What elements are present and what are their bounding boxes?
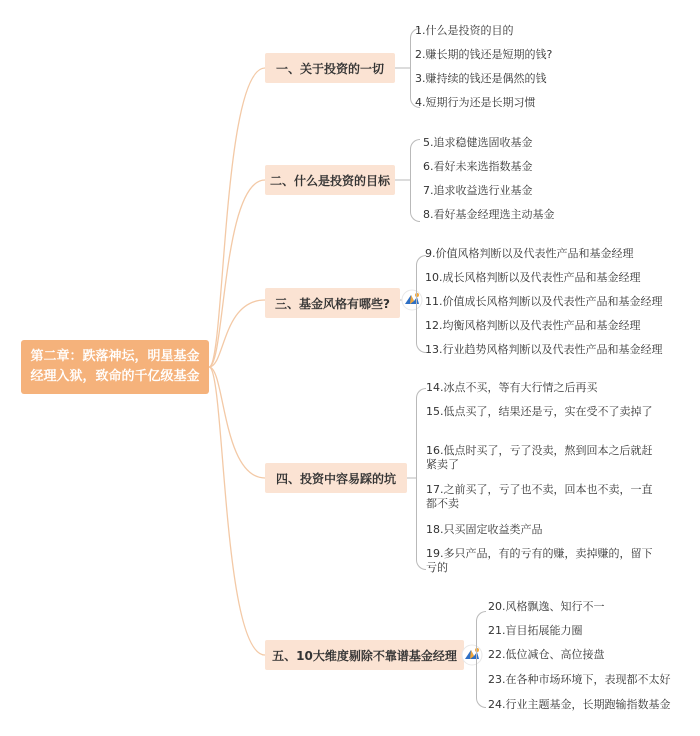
- bracket-2: [410, 139, 420, 222]
- leaf-item[interactable]: 4.短期行为还是长期习惯: [415, 96, 536, 109]
- leaf-item[interactable]: 24.行业主题基金，长期跑输指数基金: [488, 698, 671, 711]
- branch-node-4[interactable]: [265, 463, 407, 493]
- leaf-item[interactable]: 19.多只产品，有的亏有的赚，卖掉赚的，留下亏的: [426, 547, 653, 574]
- branch-label: 四、投资中容易踩的坑: [275, 471, 396, 486]
- leaf-item[interactable]: 3.赚持续的钱还是偶然的钱: [415, 72, 547, 85]
- leaf-item[interactable]: 20.风格飘逸、知行不一: [488, 600, 605, 613]
- leaf-item[interactable]: 21.盲目拓展能力圈: [488, 624, 583, 637]
- link-branch-4: [209, 367, 265, 478]
- branch-label: 二、什么是投资的目标: [269, 173, 390, 188]
- leaf-item[interactable]: 17.之前买了，亏了也不卖，回本也不卖，一直都不卖: [426, 483, 653, 510]
- link-branch-2: [209, 180, 265, 367]
- leaf-item[interactable]: 2.赚长期的钱还是短期的钱?: [415, 48, 553, 61]
- leaf-item[interactable]: 7.追求收益选行业基金: [423, 184, 533, 197]
- link-branch-5: [209, 367, 265, 655]
- leaf-item[interactable]: 10.成长风格判断以及代表性产品和基金经理: [425, 271, 641, 284]
- leaf-item[interactable]: 9.价值风格判断以及代表性产品和基金经理: [425, 247, 634, 260]
- branch-node-1[interactable]: [265, 53, 395, 83]
- root-label: 第二章：跌落神坛，明星基金经理入狱，致命的千亿级基金: [30, 349, 200, 384]
- leaf-item[interactable]: 5.追求稳健选固收基金: [423, 136, 533, 149]
- bracket-5: [476, 611, 486, 708]
- leaf-item[interactable]: 23.在各种市场环境下，表现都不太好: [488, 673, 671, 686]
- leaf-item[interactable]: 12.均衡风格判断以及代表性产品和基金经理: [425, 319, 641, 332]
- leaf-item[interactable]: 18.只买固定收益类产品: [426, 523, 543, 536]
- branch-label: 一、关于投资的一切: [275, 61, 384, 76]
- link-branch-1: [209, 68, 265, 367]
- branch-node-3[interactable]: [265, 288, 400, 318]
- leaf-item[interactable]: 1.什么是投资的目的: [415, 24, 514, 37]
- leaf-item[interactable]: 11.价值成长风格判断以及代表性产品和基金经理: [425, 295, 663, 308]
- leaf-item[interactable]: 6.看好未来选指数基金: [423, 160, 533, 173]
- leaf-item[interactable]: 8.看好基金经理选主动基金: [423, 208, 555, 221]
- leaf-item[interactable]: 15.低点买了，结果还是亏，实在受不了卖掉了: [426, 405, 653, 418]
- branch-node-5[interactable]: [265, 640, 464, 670]
- branch-label: 五、10大维度剔除不靠谱基金经理: [272, 648, 457, 663]
- leaf-item[interactable]: 14.冰点不买，等有大行情之后再买: [426, 381, 598, 394]
- branch-label: 三、基金风格有哪些?: [275, 296, 390, 311]
- branch-node-2[interactable]: [265, 165, 395, 195]
- leaf-item[interactable]: 16.低点时买了，亏了没卖，熬到回本之后就赶紧卖了: [426, 444, 653, 471]
- leaf-item[interactable]: 22.低位减仓、高位接盘: [488, 648, 605, 661]
- bracket-4: [416, 388, 426, 570]
- leaf-item[interactable]: 13.行业趋势风格判断以及代表性产品和基金经理: [425, 343, 663, 356]
- root-node[interactable]: [21, 340, 209, 394]
